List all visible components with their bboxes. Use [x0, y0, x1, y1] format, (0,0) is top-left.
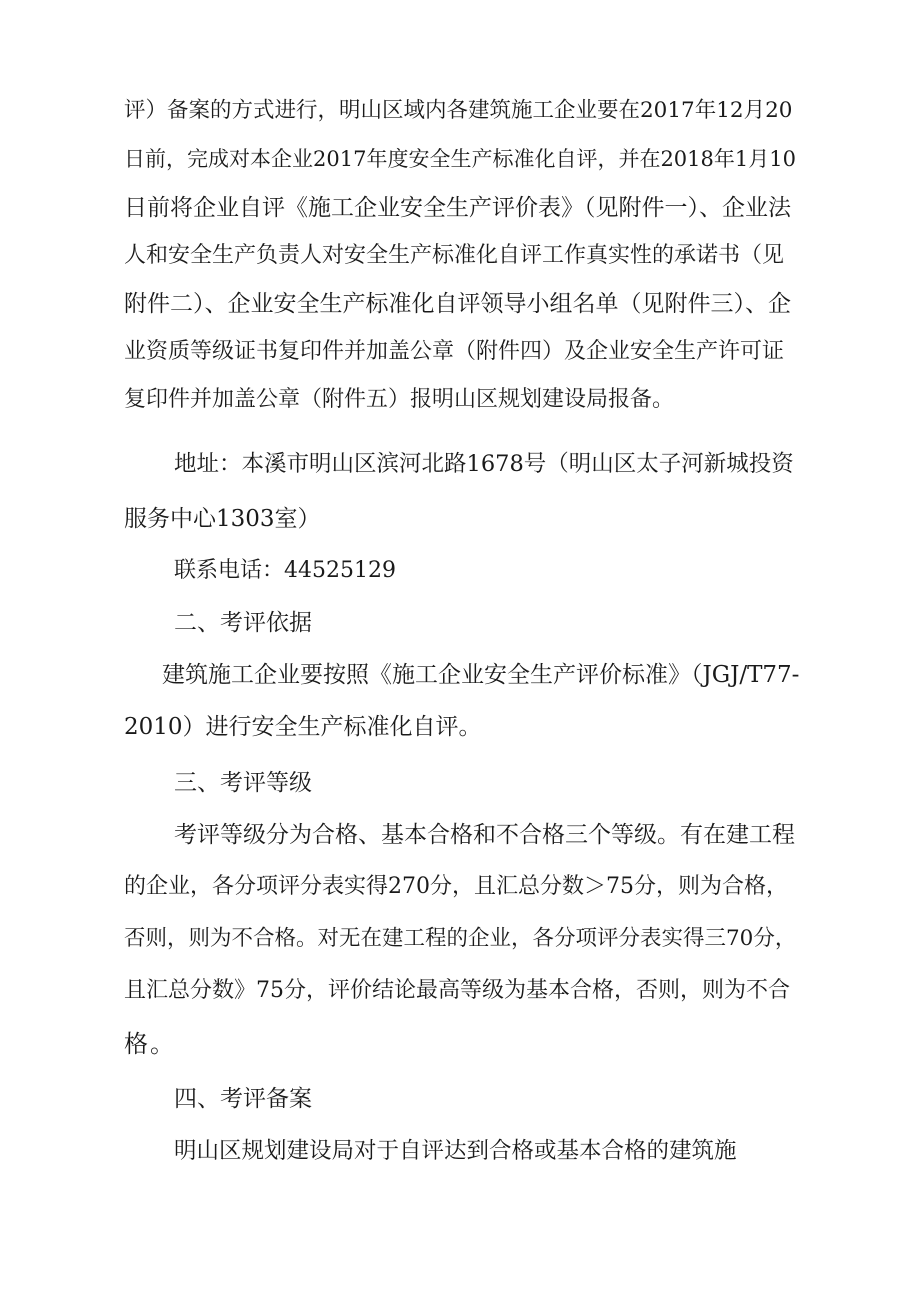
body-line-7: 复印件并加盖公章（附件五）报明山区规划建设局报备。 [124, 387, 675, 412]
body-line-4: 人和安全生产负责人对安全生产标准化自评工作真实性的承诺书（见 [124, 243, 785, 268]
body-line-2: 日前，完成对本企业2017年度安全生产标准化自评，并在2018年1月10 [124, 147, 796, 171]
section-heading-2: 二、考评依据 [174, 610, 312, 636]
basis-line-1: 建筑施工企业要按照《施工企业安全生产评价标准》（JGJ/T77- [162, 662, 800, 688]
filing-line-1: 明山区规划建设局对于自评达到合格或基本合格的建筑施 [174, 1138, 737, 1164]
grade-line-5: 格。 [124, 1030, 176, 1058]
body-line-6: 业资质等级证书复印件并加盖公章（附件四）及企业安全生产许可证 [124, 339, 785, 364]
body-line-1: 评）备案的方式进行，明山区域内各建筑施工企业要在2017年12月20 [124, 98, 793, 123]
basis-line-2: 2010）进行安全生产标准化自评。 [124, 714, 482, 740]
grade-line-3: 否则，则为不合格。对无在建工程的企业，各分项评分表实得三70分， [124, 926, 797, 951]
grade-line-4: 且汇总分数》75分，评价结论最高等级为基本合格，否则，则为不合 [124, 978, 790, 1003]
contact-phone: 联系电话：44525129 [174, 558, 396, 583]
address-line-2: 服务中心1303室） [124, 506, 321, 532]
body-line-5: 附件二）、企业安全生产标准化自评领导小组名单（见附件三）、企 [124, 291, 791, 317]
address-line-1: 地址：本溪市明山区滨河北路1678号（明山区太子河新城投资 [174, 451, 794, 477]
grade-line-1: 考评等级分为合格、基本合格和不合格三个等级。有在建工程 [174, 822, 795, 848]
section-heading-4: 四、考评备案 [174, 1086, 312, 1112]
section-heading-3: 三、考评等级 [174, 770, 312, 796]
body-line-3: 日前将企业自评《施工企业安全生产评价表》（见附件一）、企业法 [124, 195, 791, 221]
grade-line-2: 的企业，各分项评分表实得270分，且汇总分数＞75分，则为合格， [124, 874, 788, 899]
